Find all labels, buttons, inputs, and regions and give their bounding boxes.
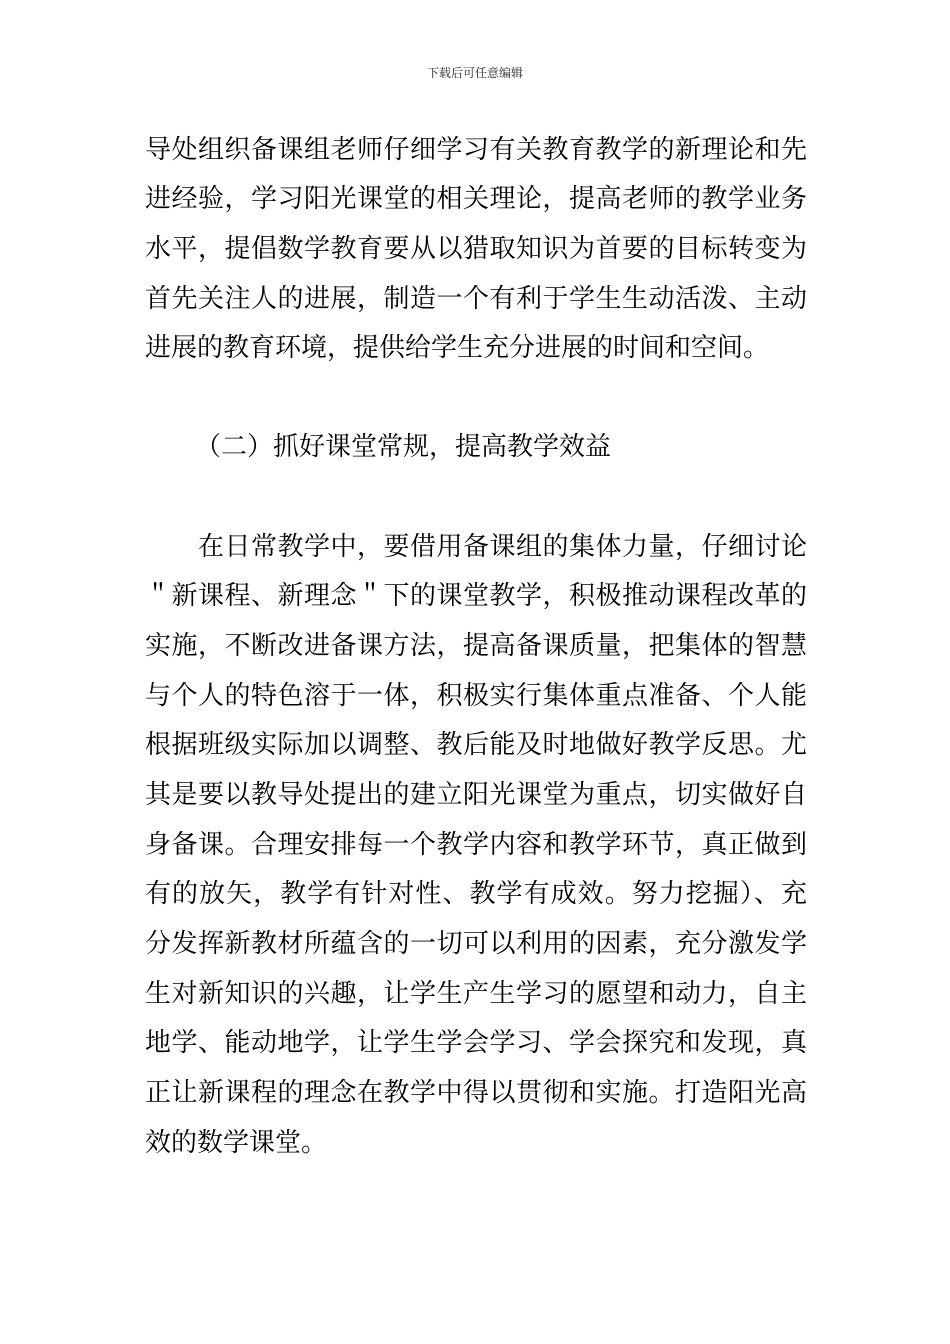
paragraph-2-line-8: 有的放矢，教学有针对性、教学有成效。努力挖掘）、充 <box>145 879 807 909</box>
paragraph-1-line-2: 进经验，学习阳光课堂的相关理论，提高老师的教学业务 <box>145 184 807 214</box>
section-heading: （二）抓好课堂常规，提高教学效益 <box>195 432 612 462</box>
paragraph-1-line-3: 水平，提倡数学教育要从以猎取知识为首要的目标转变为 <box>145 234 807 264</box>
paragraph-2-line-1: 在日常教学中，要借用备课组的集体力量，仔细讨论 <box>145 532 807 562</box>
paragraph-2-line-2: ＂新课程、新理念＂下的课堂教学，积极推动课程改革的 <box>145 581 807 611</box>
page-header: 下载后可任意编辑 <box>426 66 523 80</box>
paragraph-1-line-5: 进展的教育环境，提供给学生充分进展的时间和空间。 <box>145 333 770 363</box>
paragraph-1-line-4: 首先关注人的进展，制造一个有利于学生生动活泼、主动 <box>145 284 807 314</box>
paragraph-2-line-3: 实施，不断改进备课方法，提高备课质量，把集体的智慧 <box>145 631 807 661</box>
paragraph-2-line-11: 地学、能动地学，让学生学会学习、学会探究和发现，真 <box>145 1028 807 1058</box>
paragraph-2-line-5: 根据班级实际加以调整、教后能及时地做好教学反思。尤 <box>145 730 807 760</box>
paragraph-2-line-13: 效的数学课堂。 <box>145 1128 328 1158</box>
paragraph-2-line-9: 分发挥新教材所蕴含的一切可以利用的因素，充分激发学 <box>145 929 807 959</box>
paragraph-2-line-10: 生对新知识的兴趣，让学生产生学习的愿望和动力，自主 <box>145 979 807 1009</box>
paragraph-2-line-7: 身备课。合理安排每一个教学内容和教学环节，真正做到 <box>145 830 807 860</box>
paragraph-1-line-1: 导处组织备课组老师仔细学习有关教育教学的新理论和先 <box>145 135 807 165</box>
paragraph-2-line-12: 正让新课程的理念在教学中得以贯彻和实施。打造阳光高 <box>145 1078 807 1108</box>
paragraph-2-line-4: 与个人的特色溶于一体，积极实行集体重点准备、个人能 <box>145 681 807 711</box>
paragraph-2-line-6: 其是要以教导处提出的建立阳光课堂为重点，切实做好自 <box>145 780 807 810</box>
